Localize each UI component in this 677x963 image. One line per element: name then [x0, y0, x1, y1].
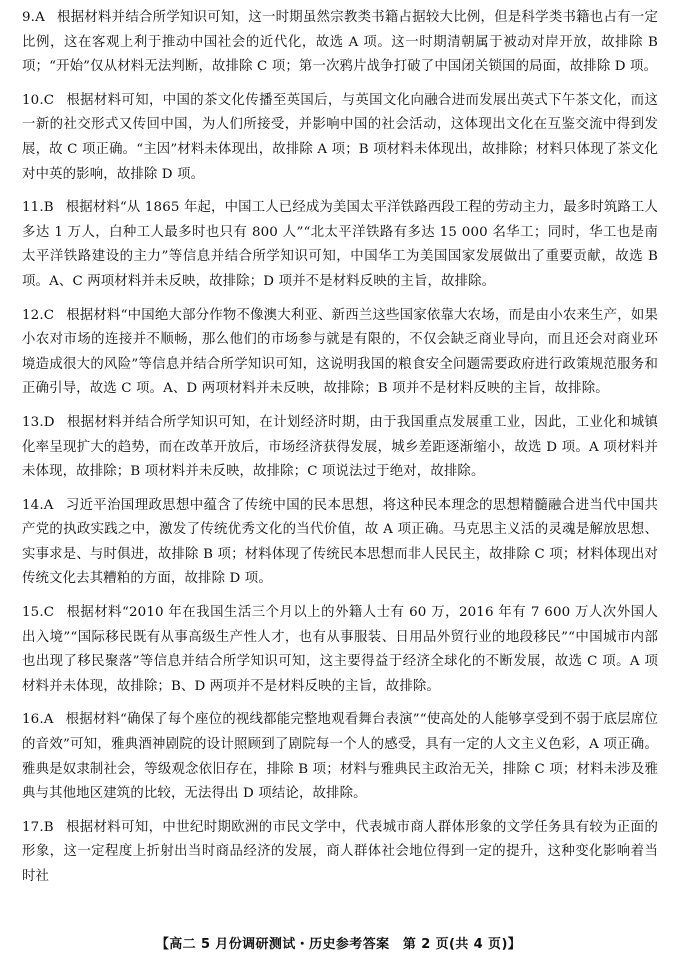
answer-letter: C [43, 605, 55, 621]
answer-list [22, 6, 658, 899]
answer-item-16 [22, 708, 658, 806]
answer-item-10 [22, 89, 658, 187]
question-number: 15. [22, 605, 44, 621]
answer-item-12 [22, 304, 658, 402]
explanation-text: 根据材料“中国绝大部分作物不像澳大利亚、新西兰这些国家依靠大农场，而是由小农来生产，如果小农对市场的连接并不顺畅，那么他们的市场参与就是有限的，不仅会缺乏商业导向，而且还会对商业环境造成很大的风险”等信息并结合所学知识可知，这说明我国的粮食安全问题需要政府进行政策规范服务和正确引导，故选 C 项。A、D 两项材料并未反映，故排除；B 项并不是材料反映的主旨，故排除。 [22, 307, 658, 397]
question-number: 17. [22, 819, 44, 835]
answer-paragraph [22, 196, 658, 294]
explanation-text: 根据材料“2010 年在我国生活三个月以上的外籍人士有 60 万，2016 年有 7 600 万人次外国人出入境”“国际移民既有从事高级生产性人才，也有从事服装、日用品外贸行业的地段移民”“中国城市内部也出现了移民聚落”等信息并结合所学知识可知，这主要得益于经济全球化的不断发展，故选 C 项。A 项材料并未体现，故排除；B、D 两项并不是材料反映的主旨，故排除。 [22, 605, 658, 694]
answer-paragraph [22, 494, 658, 592]
answer-letter: B [43, 819, 54, 835]
question-number: 10. [22, 92, 44, 108]
answer-item-13 [22, 411, 658, 485]
question-number: 11. [22, 200, 44, 216]
answer-paragraph [22, 6, 658, 80]
answer-letter: A [43, 497, 54, 513]
answer-item-15 [22, 601, 658, 699]
answer-letter: D [43, 414, 55, 430]
question-number: 13. [22, 414, 44, 430]
answer-paragraph [22, 708, 658, 806]
answer-item-14 [22, 494, 658, 592]
question-number: 14. [22, 497, 44, 513]
explanation-text: 根据材料可知，中国的茶文化传播至英国后，与英国文化向融合进而发展出英式下午茶文化，而这一新的社交形式又传回中国，为人们所接受，并影响中国的社会活动，这体现出文化在互鉴交流中得到发展，故 C 项正确。“主因”材料未体现出，故排除 A 项；B 项材料未体现出，故排除；材料只体现了茶文化对中英的影响，故排除 D 项。 [22, 92, 658, 182]
answer-letter: B [43, 200, 54, 216]
question-number: 12. [22, 307, 44, 323]
answer-item-17 [22, 816, 658, 890]
answer-letter: A [43, 712, 54, 728]
page-footer: 【高二 5 月份调研测试・历史参考答案 第 2 页(共 4 页)】 [155, 937, 522, 952]
answer-paragraph [22, 89, 658, 187]
answer-item-9 [22, 6, 658, 80]
explanation-text: 习近平治国理政思想中蕴含了传统中国的民本思想，将这种民本理念的思想精髓融合进当代中国共产党的执政实践之中，激发了传统优秀文化的当代价值，故 A 项正确。马克思主义活的灵魂是解放思想、实事求是、与时俱进，故排除 B 项；材料体现了传统民本思想而非人民民主，故排除 C 项；材料体现出对传统文化去其糟粕的方面，故排除 D 项。 [22, 497, 658, 587]
explanation-text: 根据材料“从 1865 年起，中国工人已经成为美国太平洋铁路西段工程的劳动主力，最多时筑路工人多达 1 万人，白种工人最多时也只有 800 人”“北太平洋铁路有多达 15 000 名华工；同时，华工也是南太平洋铁路建设的主力”等信息并结合所学知识可知，中国华工为美国国家发展做出了重要贡献，故选 B 项。A、C 两项材料并未反映，故排除；D 项并不是材料反映的主旨，故排除。 [22, 200, 658, 289]
question-number: 16. [22, 712, 44, 728]
answer-paragraph [22, 411, 658, 485]
answer-paragraph [22, 304, 658, 402]
answer-letter: C [43, 307, 55, 323]
answer-paragraph [22, 816, 658, 890]
explanation-text: 根据材料可知，中世纪时期欧洲的市民文学中，代表城市商人群体形象的文学任务具有较为正面的形象，这一定程度上折射出当时商品经济的发展，商人群体社会地位得到一定的提升，这种变化影响着当时社 [22, 819, 658, 884]
explanation-text: 根据材料并结合所学知识可知，这一时期虽然宗教类书籍占据较大比例，但是科学类书籍也占有一定比例，这在客观上利于推动中国社会的近代化，故选 A 项。这一时期清朝属于被动对岸开放，故排除 B 项；“开始”仅从材料无法判断，故排除 C 项；第一次鸦片战争打破了中国闭关锁国的局面，故排除 D 项。 [22, 10, 658, 75]
answer-paragraph [22, 601, 658, 699]
answer-letter: A [35, 10, 45, 25]
question-number: 9. [22, 10, 36, 25]
answer-letter: C [43, 92, 55, 108]
explanation-text: 根据材料“确保了每个座位的视线都能完整地观看舞台表演”“使高处的人能够享受到不弱于底层席位的音效”可知，雅典酒神剧院的设计照顾到了剧院每一个人的感受，具有一定的人文主义色彩，A 项正确。雅典是奴隶制社会，等级观念依旧存在，排除 B 项；材料与雅典民主政治无关，排除 C 项；材料未涉及雅典与其他地区建筑的比较，无法得出 D 项结论，故排除。 [22, 712, 658, 802]
answer-item-11 [22, 196, 658, 294]
explanation-text: 根据材料并结合所学知识可知，在计划经济时期，由于我国重点发展重工业，因此，工业化和城镇化率呈现扩大的趋势，而在改革开放后，市场经济获得发展，城乡差距逐渐缩小，故选 D 项。A 项材料并未体现，故排除；B 项材料并未反映，故排除；C 项说法过于绝对，故排除。 [22, 414, 658, 480]
